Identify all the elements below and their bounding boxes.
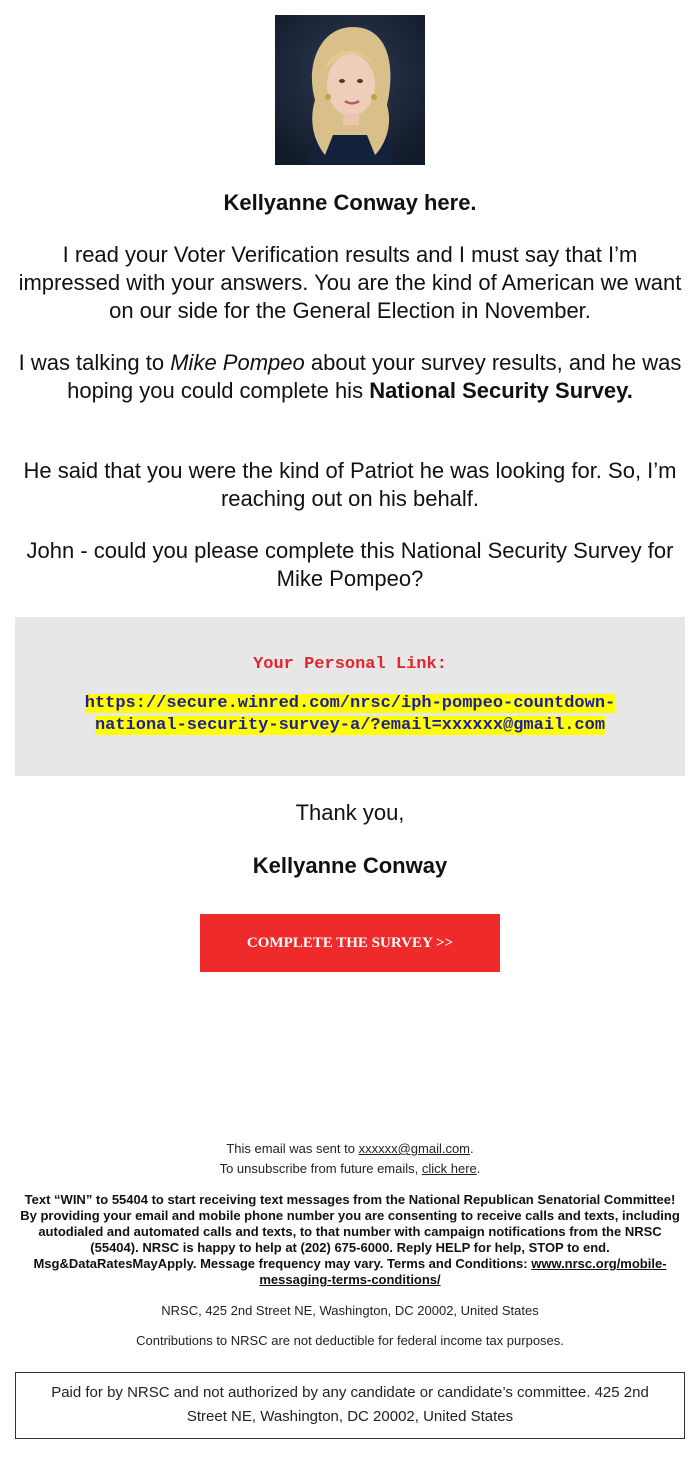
sent-to-suffix: . <box>470 1141 474 1156</box>
request-paragraph: John - could you please complete this National Security Survey for Mike Pompeo? <box>26 538 674 591</box>
personal-link-line-2[interactable]: national-security-survey-a/?email=xxxxxx@gmail.com <box>94 716 606 735</box>
complete-survey-button[interactable]: COMPLETE THE SURVEY >> <box>200 914 500 972</box>
thank-you-text: Thank you, <box>295 800 405 825</box>
contributions-notice: Contributions to NRSC are not deductible for federal income tax purposes. <box>136 1333 564 1348</box>
sms-disclaimer-text: Text “WIN” to 55404 to start receiving text messages from the National Republican Senatorial Committee! By providing your email and mobile phone number you are consenting to receive calls and texts, including autodialed and automated calls and texts, to that number with campaign notifications from the NRSC (55404). NRSC is happy to help at (202) 675-6000. Reply HELP for help, STOP to end. Msg&DataRatesMayApply. Message frequency may vary. Terms and Conditions: <box>20 1192 680 1271</box>
intro-paragraph: I read your Voter Verification results and I must say that I’m impressed with your answers. You are the kind of American we want on our side for the General Election in November. <box>18 242 682 323</box>
survey-name: National Security Survey. <box>369 378 633 403</box>
personal-link[interactable] <box>15 693 685 737</box>
sent-to-line <box>0 1141 700 1156</box>
paid-for-disclaimer: Paid for by NRSC and not authorized by any candidate or candidate’s committee. 425 2nd Street NE, Washington, DC 20002, United States <box>15 1372 685 1439</box>
unsubscribe-prefix: To unsubscribe from future emails, <box>219 1161 422 1176</box>
personal-link-line-1[interactable]: https://secure.winred.com/nrsc/iph-pompeo-countdown- <box>84 694 616 713</box>
sent-to-prefix: This email was sent to <box>226 1141 359 1156</box>
sent-to-email-link[interactable]: xxxxxx@gmail.com <box>358 1141 471 1156</box>
personal-link-label: Your Personal Link: <box>253 655 447 674</box>
portrait-photo <box>275 15 425 165</box>
patriot-paragraph: He said that you were the kind of Patriot he was looking for. So, I’m reaching out on his behalf. <box>23 458 677 511</box>
personal-link-box <box>15 617 685 776</box>
unsubscribe-line <box>0 1161 700 1176</box>
sms-disclaimer <box>18 1192 682 1288</box>
unsubscribe-link[interactable]: click here <box>421 1161 477 1176</box>
unsubscribe-suffix: . <box>476 1161 481 1176</box>
pompeo-paragraph <box>10 349 690 405</box>
pompeo-text-2: about your survey results, and he was hoping you could complete his <box>67 350 682 403</box>
signature-name: Kellyanne Conway <box>252 853 448 878</box>
mailing-address: NRSC, 425 2nd Street NE, Washington, DC 20002, United States <box>161 1303 539 1318</box>
terms-conditions-link[interactable]: www.nrsc.org/mobile-messaging-terms-conditions/ <box>259 1256 667 1287</box>
greeting-heading: Kellyanne Conway here. <box>223 190 477 215</box>
pompeo-text-1: I was talking to <box>18 350 171 375</box>
pompeo-name: Mike Pompeo <box>170 350 305 375</box>
